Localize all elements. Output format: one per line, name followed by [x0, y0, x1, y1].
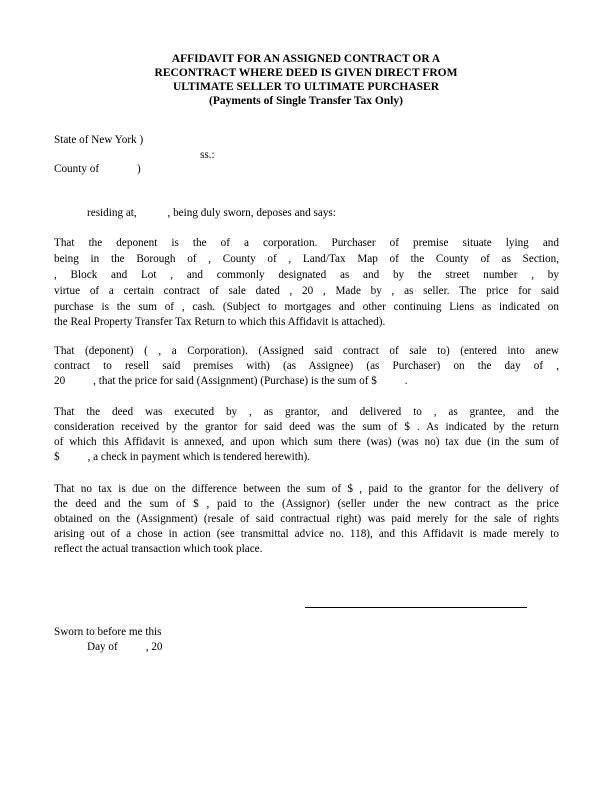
paragraph-3-line: $ , a check in payment which is tendered herewith). — [54, 451, 310, 463]
paragraph-1-line: being in the Borough of , County of , Land/Tax Map of the County of as Section, — [54, 253, 559, 265]
paragraph-1-line: purchase is the sum of , cash. (Subject to mortgages and other continuing Liens as indicated on — [54, 301, 559, 313]
paragraph-3-line: That the deed was executed by , as grantor, and delivered to , as grantee, and the — [54, 406, 559, 418]
sworn-line-1: Sworn to before me this — [54, 626, 162, 638]
paragraph-3-line: of which this Affidavit is annexed, and upon which sum there (was) (was no) tax due (in the sum of — [54, 436, 559, 448]
venue-ss: ss.: — [200, 149, 215, 161]
signature-line — [305, 607, 527, 608]
paragraph-2-line: 20 , that the price for said (Assignment) (Purchase) is the sum of $ . — [54, 375, 408, 387]
paragraph-1-line: That the deponent is the of a corporation. Purchaser of premise situate lying and — [54, 237, 559, 249]
title-line-2: RECONTRACT WHERE DEED IS GIVEN DIRECT FROM — [154, 67, 458, 79]
paragraph-4-line: arising out of a chose in action (see transmittal advice no. 118), and this Affidavit is made merely to — [54, 528, 559, 540]
paragraph-1-line: virtue of a certain contract of sale dated , 20 , Made by , as seller. The price for said — [54, 285, 559, 297]
title-line-4: (Payments of Single Transfer Tax Only) — [209, 95, 403, 107]
paragraph-4-line: That no tax is due on the difference between the sum of $ , paid to the grantor for the delivery of — [54, 483, 559, 495]
paragraph-3-line: consideration received by the grantor for said deed was the sum of $ . As indicated by the return — [54, 421, 559, 433]
venue-county: County of — [54, 163, 100, 175]
title-line-1: AFFIDAVIT FOR AN ASSIGNED CONTRACT OR A — [171, 53, 441, 65]
paragraph-2-line: contract to resell said premises with) (as Assignee) (as Purchaser) on the day of , — [54, 360, 559, 372]
title-line-3: ULTIMATE SELLER TO ULTIMATE PURCHASER — [172, 81, 440, 93]
sworn-line-2: Day of , 20 — [87, 641, 163, 653]
residing-line: residing at, , being duly sworn, deposes and says: — [87, 207, 336, 219]
paragraph-1-line: , Block and Lot , and commonly designated as and by the street number , by — [54, 269, 559, 281]
paragraph-4-line: the deed and the sum of $ , paid to the (Assignor) (seller under the new contract as the price — [54, 498, 559, 510]
paragraph-4-line: obtained on the (Assignment) (resale of said contractual right) was paid merely for the sale of rights — [54, 513, 559, 525]
paragraph-4-line: reflect the actual transaction which took place. — [54, 543, 263, 555]
venue-county-paren: ) — [137, 163, 141, 175]
paragraph-1-line: the Real Property Transfer Tax Return to which this Affidavit is attached). — [54, 316, 386, 328]
venue-state: State of New York ) — [54, 134, 144, 146]
paragraph-2-line: That (deponent) ( , a Corporation). (Assigned said contract of sale to) (entered into anew — [54, 345, 559, 357]
